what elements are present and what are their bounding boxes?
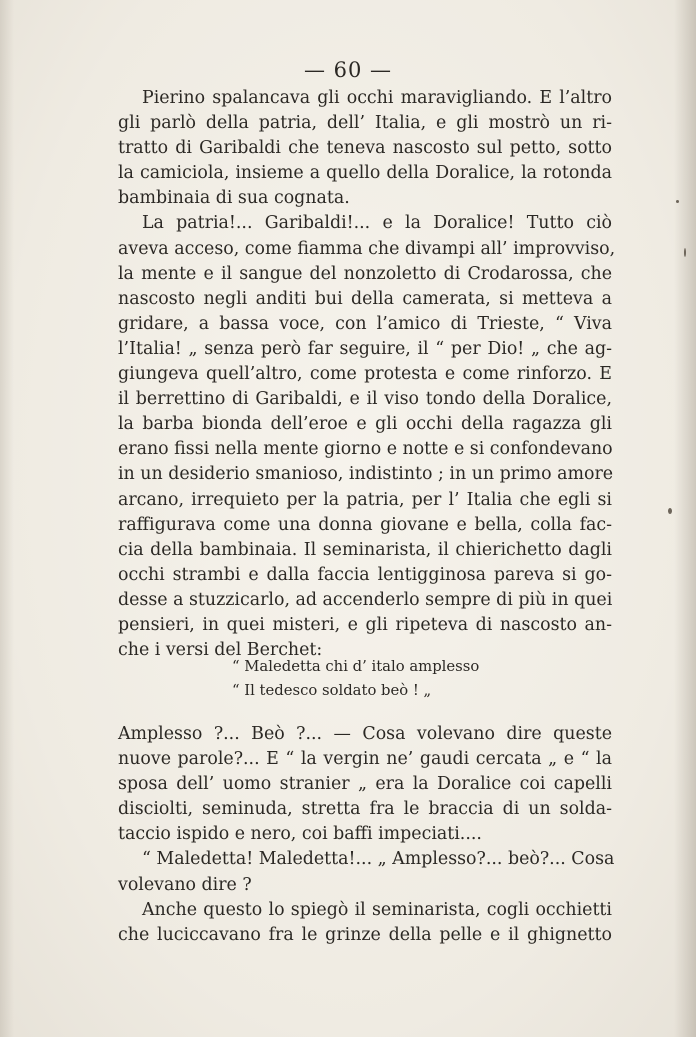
text-line: occhi strambi e dalla faccia lentigginosa pareva si go-: [118, 564, 612, 585]
text-line: l’Italia! „ senza però far seguire, il “ per Dio! „ che ag-: [118, 338, 612, 359]
text-line: “ Maledetta! Maledetta!... „ Amplesso?... beò?... Cosa: [142, 849, 615, 870]
verse-line: “ Il tedesco soldato beò ! „: [232, 682, 432, 699]
text-line: arcano, irrequieto per la patria, per l’ Italia che egli si: [118, 489, 612, 510]
text-line: desse a stuzzicarlo, ad accenderlo sempre di più in quei: [118, 589, 613, 610]
text-line: Amplesso ?... Beò ?... — Cosa volevano dire queste: [118, 724, 612, 744]
text-line: pensieri, in quei misteri, e gli ripeteva di nascosto an-: [118, 614, 612, 635]
text-line: Pierino spalancava gli occhi maravigliando. E l’altro: [142, 88, 612, 108]
text-line: sposa dell’ uomo stranier „ era la Doralice coi capelli: [118, 774, 612, 795]
page-edge-shadow: [674, 0, 696, 1037]
text-line: nuove parole?... E “ la vergin ne’ gaudi cercata „ e “ la: [118, 749, 612, 770]
verse-line: “ Maledetta chi d’ italo amplesso: [232, 658, 480, 675]
text-line: giungeva quell’altro, come protesta e come rinforzo. E: [118, 364, 612, 385]
paper-speck: [676, 200, 679, 203]
page-number: — 60 —: [303, 58, 393, 82]
text-line: La patria!... Garibaldi!... e la Doralice! Tutto ciò: [142, 213, 612, 234]
text-line: che i versi del Berchet:: [118, 640, 323, 661]
text-line: che luciccavano fra le grinze della pelle e il ghignetto: [118, 924, 612, 945]
text-line: il berrettino di Garibaldi, e il viso tondo della Doralice,: [118, 389, 612, 410]
text-line: taccio ispido e nero, coi baffi impeciati....: [118, 824, 482, 845]
paper-speck: [684, 248, 686, 257]
text-line: la barba bionda dell’eroe e gli occhi della ragazza gli: [118, 414, 612, 435]
text-line: erano fissi nella mente giorno e notte e si confondevano: [118, 439, 613, 460]
text-line: volevano dire ?: [118, 874, 252, 895]
text-line: in un desiderio smanioso, indistinto ; in un primo amore: [118, 464, 614, 485]
page-edge-shadow-left: [0, 0, 14, 1037]
text-line: disciolti, seminuda, stretta fra le braccia di un solda-: [118, 799, 612, 820]
text-line: gridare, a bassa voce, con l’amico di Trieste, “ Viva: [118, 313, 612, 334]
text-line: cia della bambinaia. Il seminarista, il chierichetto dagli: [118, 539, 612, 560]
paper-speck: [668, 508, 672, 514]
body-text-bottom: [118, 722, 615, 948]
text-line: nascosto negli anditi bui della camerata, si metteva a: [118, 288, 612, 309]
text-line: gli parlò della patria, dell’ Italia, e gli mostrò un ri-: [118, 113, 612, 134]
text-line: bambinaia di sua cognata.: [118, 188, 350, 209]
text-line: Anche questo lo spiegò il seminarista, cogli occhietti: [142, 899, 612, 920]
text-line: la mente e il sangue del nonzoletto di Crodarossa, che: [118, 263, 612, 284]
verse-quotation: [232, 655, 562, 703]
text-line: raffigurava come una donna giovane e bella, colla fac-: [118, 514, 612, 535]
text-line: aveva acceso, come fiamma che divampi all’ improvviso,: [118, 238, 616, 259]
text-line: tratto di Garibaldi che teneva nascosto sul petto, sotto: [118, 138, 612, 159]
text-line: la camiciola, insieme a quello della Doralice, la rotonda: [118, 163, 612, 184]
body-text-top: [118, 86, 616, 663]
